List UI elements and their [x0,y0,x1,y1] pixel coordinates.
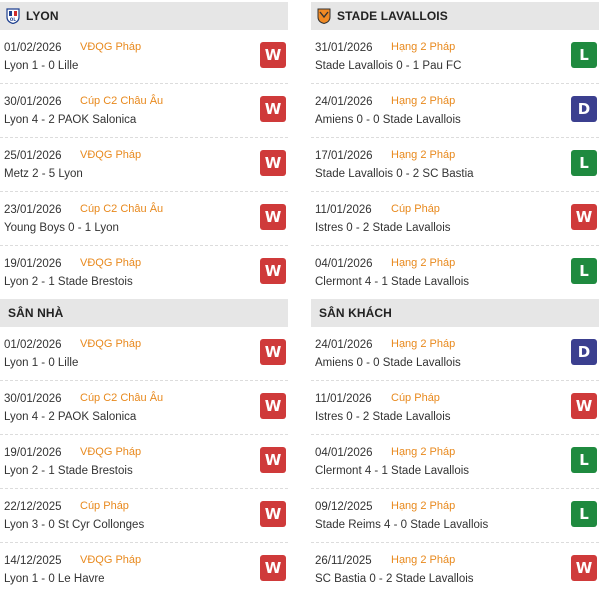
lavallois-match-list [311,30,599,300]
result-badge: W [260,150,286,176]
match-score: SC Bastia 0 - 2 Stade Lavallois [315,573,474,585]
match-score: Amiens 0 - 0 Stade Lavallois [315,114,461,126]
match-row[interactable] [311,246,599,300]
match-score: Lyon 1 - 0 Le Havre [4,573,105,585]
match-competition: Cúp Pháp [391,392,440,404]
result-badge: W [260,555,286,581]
match-competition: VĐQG Pháp [80,257,142,269]
match-row[interactable] [311,435,599,489]
match-score: Lyon 2 - 1 Stade Brestois [4,276,133,288]
match-row[interactable] [311,192,599,246]
match-row[interactable] [0,381,288,435]
match-score: Clermont 4 - 1 Stade Lavallois [315,276,470,288]
match-row[interactable] [0,30,288,84]
match-date: 31/01/2026 [315,42,373,54]
match-date: 11/01/2026 [315,204,372,216]
match-score: Amiens 0 - 0 Stade Lavallois [315,357,461,369]
result-badge: L [571,42,597,68]
home-form-panel [0,299,288,594]
match-competition: Cúp Pháp [391,203,440,215]
match-score: Lyon 4 - 2 PAOK Salonica [4,114,137,126]
svg-text:OL: OL [9,17,17,22]
match-competition: Cúp C2 Châu Âu [80,95,164,107]
match-date: 19/01/2026 [4,447,62,459]
match-competition: Hạng 2 Pháp [391,149,456,161]
match-date: 09/12/2025 [315,501,373,513]
lyon-crest-icon [6,8,20,24]
match-row[interactable] [0,138,288,192]
result-badge: W [260,96,286,122]
result-badge: W [260,393,286,419]
match-competition: VĐQG Pháp [80,554,142,566]
match-row[interactable] [0,84,288,138]
result-badge: W [571,204,597,230]
lyon-title: LYON [26,9,59,23]
match-date: 22/12/2025 [4,501,62,513]
match-competition: Hạng 2 Pháp [391,446,456,458]
lavallois-header [311,2,599,30]
lyon-form-panel [0,2,288,300]
match-competition: VĐQG Pháp [80,41,142,53]
lavallois-title: STADE LAVALLOIS [337,9,448,23]
result-badge: D [571,339,597,365]
match-row[interactable] [0,327,288,381]
result-badge: W [571,393,597,419]
match-row[interactable] [311,84,599,138]
match-date: 04/01/2026 [315,258,373,270]
away-title: SÂN KHÁCH [319,306,392,320]
result-badge: L [571,447,597,473]
match-competition: Cúp C2 Châu Âu [80,203,164,215]
match-competition: Hạng 2 Pháp [391,554,456,566]
match-competition: Hạng 2 Pháp [391,95,456,107]
match-date: 30/01/2026 [4,393,62,405]
result-badge: L [571,258,597,284]
away-match-list [311,327,599,594]
home-header [0,299,288,327]
match-score: Istres 0 - 2 Stade Lavallois [315,222,451,234]
home-match-list [0,327,288,594]
match-date: 17/01/2026 [315,150,373,162]
match-date: 26/11/2025 [315,555,372,567]
match-score: Stade Lavallois 0 - 2 SC Bastia [315,168,474,180]
away-form-panel [311,299,599,594]
match-row[interactable] [0,246,288,300]
result-badge: W [260,501,286,527]
match-competition: Cúp C2 Châu Âu [80,392,164,404]
match-score: Lyon 2 - 1 Stade Brestois [4,465,133,477]
match-competition: Hạng 2 Pháp [391,338,456,350]
match-score: Istres 0 - 2 Stade Lavallois [315,411,451,423]
match-date: 14/12/2025 [4,555,62,567]
match-score: Lyon 4 - 2 PAOK Salonica [4,411,137,423]
match-competition: Cúp Pháp [80,500,129,512]
match-competition: VĐQG Pháp [80,446,142,458]
match-score: Young Boys 0 - 1 Lyon [4,222,119,234]
match-date: 19/01/2026 [4,258,62,270]
away-header [311,299,599,327]
lyon-match-list [0,30,288,300]
match-date: 01/02/2026 [4,339,62,351]
match-date: 30/01/2026 [4,96,62,108]
match-row[interactable] [311,138,599,192]
result-badge: L [571,501,597,527]
match-competition: VĐQG Pháp [80,149,142,161]
match-score: Stade Lavallois 0 - 1 Pau FC [315,60,462,72]
match-date: 04/01/2026 [315,447,373,459]
result-badge: W [260,339,286,365]
match-score: Stade Reims 4 - 0 Stade Lavallois [315,519,489,531]
match-competition: Hạng 2 Pháp [391,500,456,512]
result-badge: D [571,96,597,122]
lavallois-form-panel [311,2,599,300]
match-row[interactable] [0,192,288,246]
home-title: SÂN NHÀ [8,306,64,320]
match-row[interactable] [0,489,288,543]
match-row[interactable] [311,543,599,594]
match-row[interactable] [0,435,288,489]
result-badge: W [260,258,286,284]
result-badge: W [260,42,286,68]
match-date: 25/01/2026 [4,150,62,162]
match-row[interactable] [311,327,599,381]
result-badge: W [260,447,286,473]
match-date: 01/02/2026 [4,42,62,54]
match-row[interactable] [311,30,599,84]
match-row[interactable] [0,543,288,594]
result-badge: W [260,204,286,230]
match-date: 11/01/2026 [315,393,372,405]
match-score: Lyon 1 - 0 Lille [4,60,79,72]
result-badge: L [571,150,597,176]
lyon-header [0,2,288,30]
match-score: Lyon 1 - 0 Lille [4,357,79,369]
match-date: 24/01/2026 [315,96,373,108]
match-competition: Hạng 2 Pháp [391,41,456,53]
match-date: 23/01/2026 [4,204,62,216]
stade-lavallois-crest-icon [317,8,331,24]
match-score: Metz 2 - 5 Lyon [4,168,83,180]
match-competition: Hạng 2 Pháp [391,257,456,269]
match-competition: VĐQG Pháp [80,338,142,350]
match-score: Lyon 3 - 0 St Cyr Collonges [4,519,145,531]
match-row[interactable] [311,489,599,543]
result-badge: W [571,555,597,581]
match-score: Clermont 4 - 1 Stade Lavallois [315,465,470,477]
match-date: 24/01/2026 [315,339,373,351]
match-row[interactable] [311,381,599,435]
